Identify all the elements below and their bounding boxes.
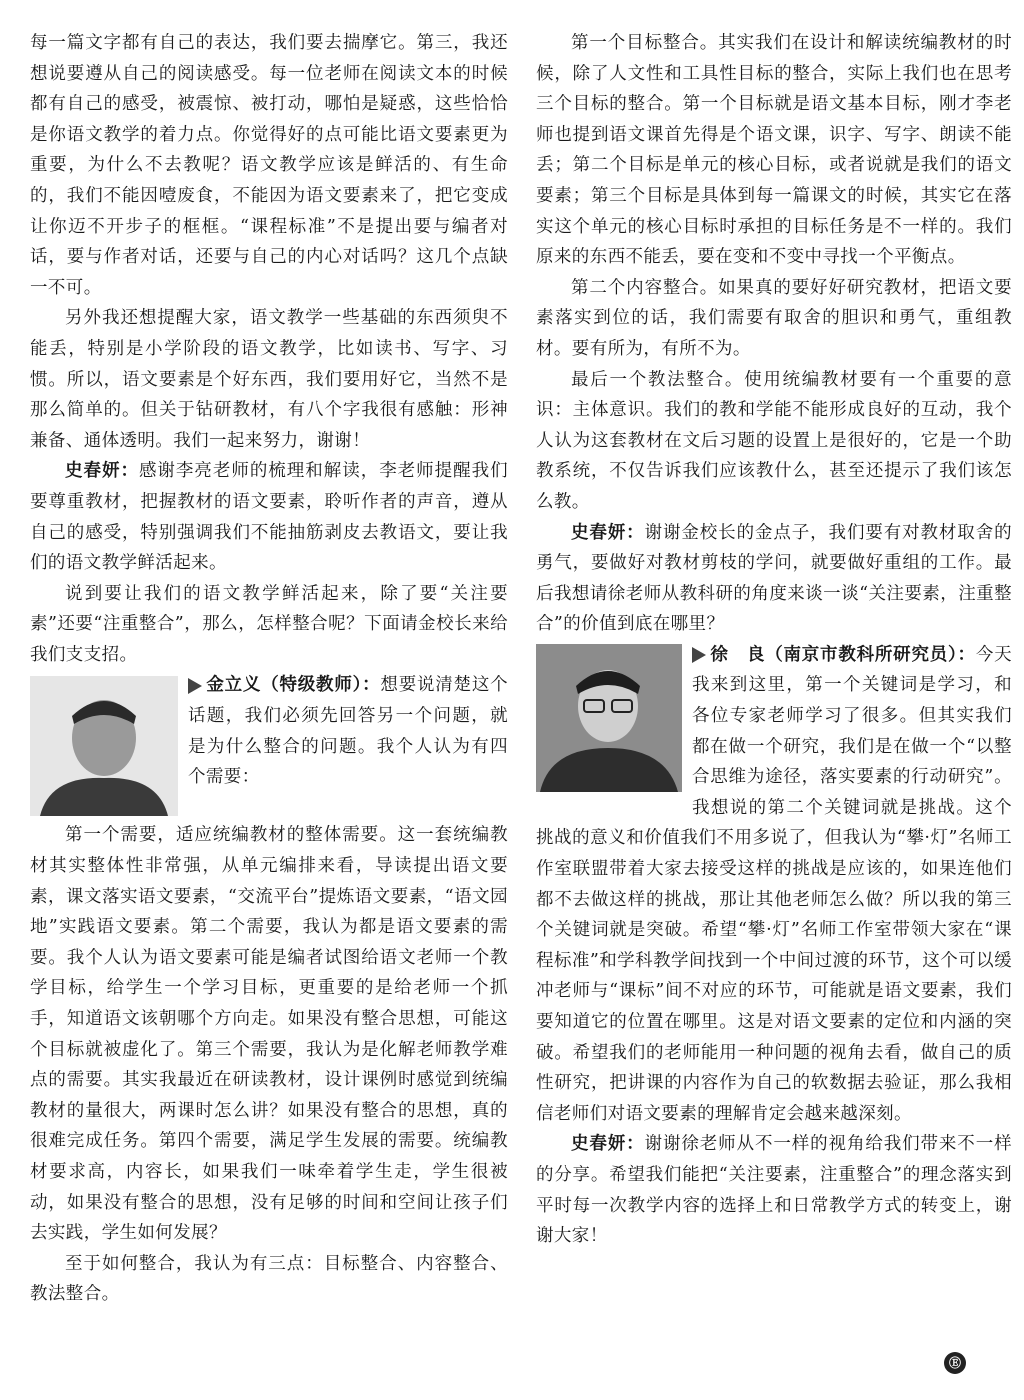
paragraph: 说到要让我们的语文教学鲜活起来，除了要“关注要素”还要“注重整合”，那么，怎样整合呢？下面请金校长来给我们支支招。: [30, 583, 508, 665]
end-mark-icon: Ⓔ: [944, 1352, 966, 1374]
left-column: [30, 28, 508, 1310]
speaker-block-jin: [30, 670, 508, 792]
speech-text: 谢谢徐老师从不一样的视角给我们带来不一样的分享。希望我们能把“关注要素，注重整合”的理念落实到平时每一次教学内容的选择上和日常教学方式的转变上，谢谢大家！: [536, 1134, 1013, 1247]
paragraph: 每一篇文字都有自己的表达，我们要去揣摩它。第三，我还想说要遵从自己的阅读感受。每一位老师在阅读文本的时候都有自己的感受，被震惊、被打动，哪怕是疑惑，这些恰恰是你语文教学的着力点。你觉得好的点可能比语文要素更为重要，为什么不去教呢？语文教学应该是鲜活的、有生命的，我们不能因噎废食，不能因为语文要素来了，把它变成让你迈不开步子的框框。“课程标准”不是提出要与编者对话，要与作者对话，还要与自己的内心对话吗？这几个点缺一不可。: [30, 33, 508, 298]
speech-text: 感谢李亮老师的梳理和解读，李老师提醒我们要尊重教材，把握教材的语文要素，聆听作者的声音，遵从自己的感受，特别强调我们不能抽筋剥皮去教语文，要让我们的语文教学鲜活起来。: [30, 461, 508, 574]
speaker-photo-jin: [30, 676, 178, 816]
paragraph: 最后一个教法整合。使用统编教材要有一个重要的意识：主体意识。我们的教和学能不能形成良好的互动，我个人认为这套教材在文后习题的设置上是很好的，它是一个助教系统，不仅告诉我们应该教什么，甚至还提示了我们该怎么教。: [536, 369, 1012, 512]
speaker-name: 史春妍：: [65, 461, 139, 482]
right-column: [536, 28, 1012, 1252]
paragraph: 第二个内容整合。如果真的要好好研究教材，把语文要素落实到位的话，我们需要有取舍的胆识和勇气，重组教材。要有所为，有所不为。: [536, 277, 1012, 359]
paragraph: 第一个目标整合。其实我们在设计和解读统编教材的时候，除了人文性和工具性目标的整合，实际上我们也在思考三个目标的整合。第一个目标就是语文基本目标，刚才李老师也提到语文课首先得是个语文课，识字、写字、朗读不能丢；第二个目标是单元的核心目标，或者说就是我们的语文要素；第三个目标是具体到每一篇课文的时候，其实它在落实这个单元的核心目标时承担的目标任务是不一样的。我们原来的东西不能丢，要在变和不变中寻找一个平衡点。: [536, 33, 1012, 268]
paragraph: 第一个需要，适应统编教材的整体需要。这一套统编教材其实整体性非常强，从单元编排来看，导读提出语文要素，课文落实语文要素，“交流平台”提炼语文要素，“语文园地”实践语文要素。第二个需要，我认为都是语文要素的需要。我个人认为语文要素可能是编者试图给语文老师一个教学目标，给学生一个学习目标，更重要的是给老师一个抓手，知道语文该朝哪个方向走。如果没有整合思想，可能这个目标就被虚化了。第三个需要，我认为是化解老师教学难点的需要。其实我最近在研读教材，设计课例时感觉到统编教材的量很大，两课时怎么讲？如果没有整合的思想，真的很难完成任务。第四个需要，满足学生发展的需要。统编教材要求高，内容长，如果我们一味牵着学生走，学生很被动，如果没有整合的思想，没有足够的时间和空间让孩子们去实践，学生如何发展？: [30, 825, 508, 1244]
paragraph: 另外我还想提醒大家，语文教学一些基础的东西须臾不能丢，特别是小学阶段的语文教学，比如读书、写字、习惯。所以，语文要素是个好东西，我们要用好它，当然不是那么简单的。但关于钻研教材，有八个字我很有感触：形神兼备、通体透明。我们一起来努力，谢谢！: [30, 308, 508, 451]
triangle-right-icon: [188, 678, 202, 694]
paragraph: 至于如何整合，我认为有三点：目标整合、内容整合、教法整合。: [30, 1253, 508, 1305]
speech-text: 想要说清楚这个话题，我们必须先回答另一个问题，就是为什么整合的问题。我个人认为有四个需要：: [188, 675, 508, 788]
paragraph: [30, 456, 508, 578]
portrait-icon: [536, 644, 682, 792]
speaker-name: 史春妍：: [571, 1134, 645, 1155]
paragraph: [536, 518, 1012, 640]
paragraph: [536, 1129, 1012, 1251]
speaker-name: 徐 良（南京市教科所研究员）：: [710, 644, 976, 665]
speaker-name: 金立义（特级教师）：: [206, 675, 381, 696]
portrait-icon: [30, 676, 178, 816]
speech-text: 谢谢金校长的金点子，我们要有对教材取舍的勇气，要做好对教材剪枝的学问，就要做好重组的工作。最后我想请徐老师从教科研的角度来谈一谈“关注要素，注重整合”的价值到底在哪里？: [536, 522, 1013, 635]
triangle-right-icon: [692, 647, 706, 663]
speaker-photo-xu: [536, 644, 682, 792]
speaker-name: 史春妍：: [571, 522, 645, 543]
speech-text: 今天我来到这里，第一个关键词是学习，和各位专家老师学习了很多。但其实我们都在做一个研究，我们是在做一个“以整合思维为途径，落实要素的行动研究”。我想说的第二个关键词就是挑战。这个挑战的意义和价值我们不用多说了，但我认为“攀·灯”名师工作室联盟带着大家去接受这样的挑战是应该的，如果连他们都不去做这样的挑战，那让其他老师怎么做？所以我的第三个关键词就是突破。希望“攀·灯”名师工作室带领大家在“课程标准”和学科教学间找到一个中间过渡的环节，这个可以缓冲老师与“课标”间不对应的环节，可能就是语文要素，我们要知道它的位置在哪里。这是对语文要素的定位和内涵的突破。希望我们的老师能用一种问题的视角去看，做自己的质性研究，把讲课的内容作为自己的软数据去验证，那么我相信老师们对语文要素的理解肯定会越来越深刻。: [536, 644, 1012, 1124]
speaker-block-xu: [536, 640, 1012, 1130]
